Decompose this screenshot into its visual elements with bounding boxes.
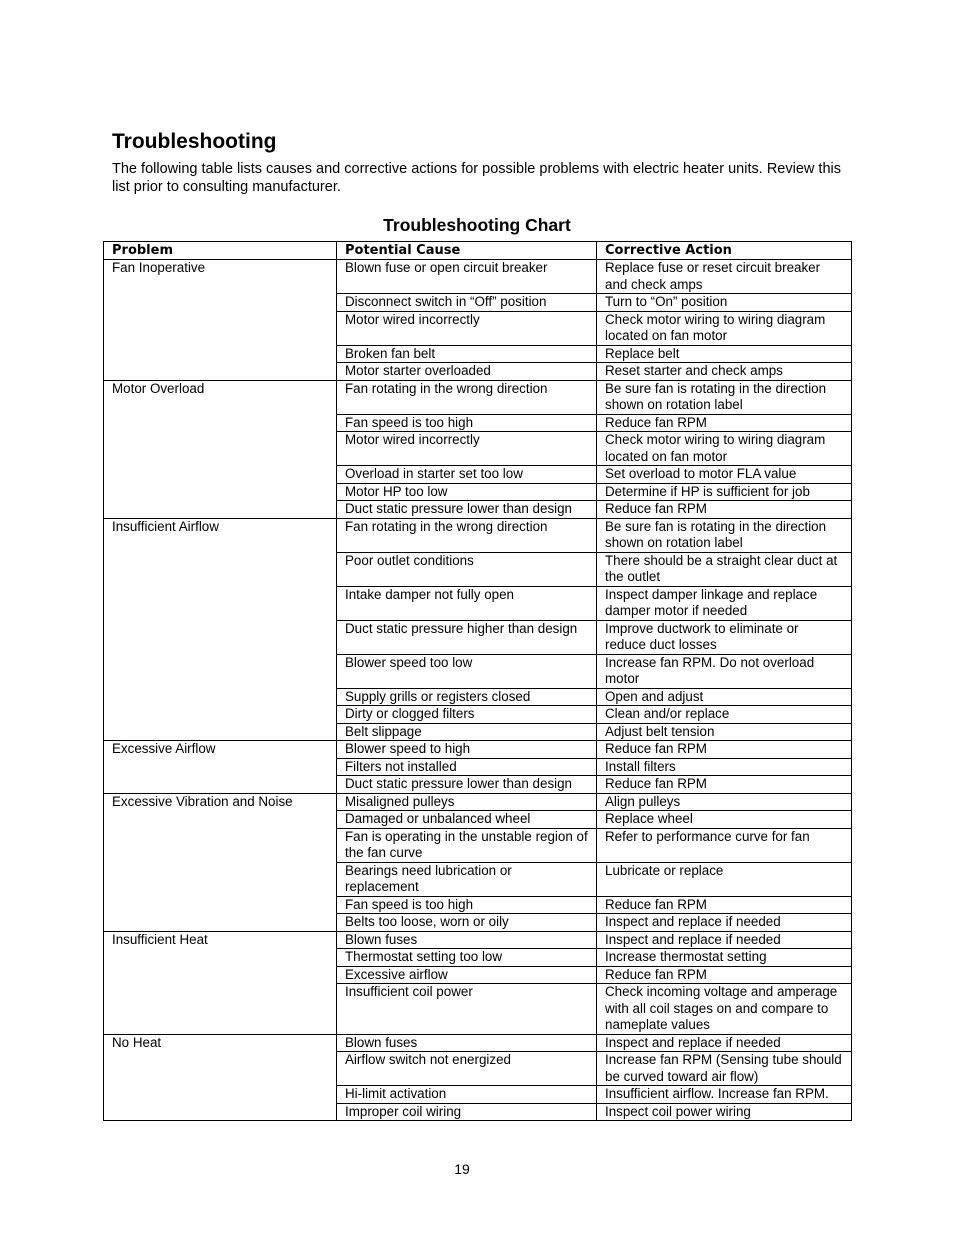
cause-cell: Excessive airflow <box>337 966 597 984</box>
table-header-row <box>104 242 852 260</box>
cause-cell: Bearings need lubrication or replacement <box>337 862 597 896</box>
cause-cell: Fan rotating in the wrong direction <box>337 380 597 414</box>
action-cell: Increase fan RPM (Sensing tube should be curved toward air flow) <box>597 1052 852 1086</box>
table-row <box>104 931 852 949</box>
problem-cell: Fan Inoperative <box>104 260 337 381</box>
action-cell: Check incoming voltage and amperage with all coil stages on and compare to nameplate values <box>597 984 852 1035</box>
cause-cell: Intake damper not fully open <box>337 586 597 620</box>
action-cell: Open and adjust <box>597 688 852 706</box>
cause-cell: Belt slippage <box>337 723 597 741</box>
action-cell: Reduce fan RPM <box>597 501 852 519</box>
cause-cell: Blower speed too low <box>337 654 597 688</box>
cause-cell: Hi-limit activation <box>337 1086 597 1104</box>
action-cell: Replace belt <box>597 345 852 363</box>
header-problem: Problem <box>104 242 337 260</box>
page-number: 19 <box>454 1161 470 1177</box>
table-row <box>104 380 852 414</box>
cause-cell: Improper coil wiring <box>337 1103 597 1121</box>
problem-cell: Insufficient Heat <box>104 931 337 1034</box>
cause-cell: Blown fuses <box>337 931 597 949</box>
action-cell: Reduce fan RPM <box>597 896 852 914</box>
table-row <box>104 1034 852 1052</box>
cause-cell: Motor starter overloaded <box>337 363 597 381</box>
cause-cell: Motor wired incorrectly <box>337 311 597 345</box>
problem-cell: Excessive Vibration and Noise <box>104 793 337 931</box>
action-cell: Check motor wiring to wiring diagram located on fan motor <box>597 432 852 466</box>
action-cell: Inspect and replace if needed <box>597 914 852 932</box>
cause-cell: Insufficient coil power <box>337 984 597 1035</box>
table-body <box>104 260 852 1121</box>
action-cell: Determine if HP is sufficient for job <box>597 483 852 501</box>
cause-cell: Fan speed is too high <box>337 414 597 432</box>
cause-cell: Disconnect switch in “Off” position <box>337 294 597 312</box>
cause-cell: Dirty or clogged filters <box>337 706 597 724</box>
cause-cell: Poor outlet conditions <box>337 552 597 586</box>
header-potential-cause: Potential Cause <box>337 242 597 260</box>
action-cell: Inspect and replace if needed <box>597 931 852 949</box>
action-cell: Install filters <box>597 758 852 776</box>
page-title: Troubleshooting <box>112 130 277 153</box>
action-cell: Be sure fan is rotating in the direction shown on rotation label <box>597 380 852 414</box>
cause-cell: Broken fan belt <box>337 345 597 363</box>
action-cell: Turn to “On” position <box>597 294 852 312</box>
action-cell: Increase fan RPM. Do not overload motor <box>597 654 852 688</box>
problem-cell: No Heat <box>104 1034 337 1121</box>
cause-cell: Filters not installed <box>337 758 597 776</box>
action-cell: Align pulleys <box>597 793 852 811</box>
problem-cell: Insufficient Airflow <box>104 518 337 741</box>
cause-cell: Misaligned pulleys <box>337 793 597 811</box>
cause-cell: Duct static pressure higher than design <box>337 620 597 654</box>
problem-cell: Motor Overload <box>104 380 337 518</box>
cause-cell: Blown fuse or open circuit breaker <box>337 260 597 294</box>
header-corrective-action: Corrective Action <box>597 242 852 260</box>
action-cell: Inspect damper linkage and replace damper motor if needed <box>597 586 852 620</box>
action-cell: Clean and/or replace <box>597 706 852 724</box>
action-cell: Inspect and replace if needed <box>597 1034 852 1052</box>
table-row <box>104 518 852 552</box>
cause-cell: Motor wired incorrectly <box>337 432 597 466</box>
cause-cell: Belts too loose, worn or oily <box>337 914 597 932</box>
action-cell: Lubricate or replace <box>597 862 852 896</box>
cause-cell: Overload in starter set too low <box>337 466 597 484</box>
action-cell: Replace wheel <box>597 811 852 829</box>
action-cell: Check motor wiring to wiring diagram located on fan motor <box>597 311 852 345</box>
troubleshooting-table <box>103 241 852 1121</box>
cause-cell: Fan rotating in the wrong direction <box>337 518 597 552</box>
cause-cell: Thermostat setting too low <box>337 949 597 967</box>
cause-cell: Fan speed is too high <box>337 896 597 914</box>
intro-paragraph: The following table lists causes and corrective actions for possible problems with electric heater units. Review this list prior to consulting manufacturer. <box>112 161 841 195</box>
table-row <box>104 741 852 759</box>
cause-cell: Supply grills or registers closed <box>337 688 597 706</box>
table-row <box>104 260 852 294</box>
action-cell: Replace fuse or reset circuit breaker and check amps <box>597 260 852 294</box>
action-cell: Set overload to motor FLA value <box>597 466 852 484</box>
action-cell: Inspect coil power wiring <box>597 1103 852 1121</box>
cause-cell: Blower speed to high <box>337 741 597 759</box>
cause-cell: Motor HP too low <box>337 483 597 501</box>
cause-cell: Fan is operating in the unstable region of the fan curve <box>337 828 597 862</box>
action-cell: There should be a straight clear duct at the outlet <box>597 552 852 586</box>
action-cell: Reduce fan RPM <box>597 741 852 759</box>
action-cell: Reset starter and check amps <box>597 363 852 381</box>
cause-cell: Blown fuses <box>337 1034 597 1052</box>
action-cell: Reduce fan RPM <box>597 776 852 794</box>
action-cell: Improve ductwork to eliminate or reduce duct losses <box>597 620 852 654</box>
chart-title: Troubleshooting Chart <box>383 215 571 235</box>
action-cell: Be sure fan is rotating in the direction shown on rotation label <box>597 518 852 552</box>
problem-cell: Excessive Airflow <box>104 741 337 794</box>
action-cell: Reduce fan RPM <box>597 414 852 432</box>
cause-cell: Duct static pressure lower than design <box>337 776 597 794</box>
action-cell: Reduce fan RPM <box>597 966 852 984</box>
action-cell: Refer to performance curve for fan <box>597 828 852 862</box>
table-row <box>104 793 852 811</box>
cause-cell: Damaged or unbalanced wheel <box>337 811 597 829</box>
action-cell: Insufficient airflow. Increase fan RPM. <box>597 1086 852 1104</box>
cause-cell: Duct static pressure lower than design <box>337 501 597 519</box>
action-cell: Increase thermostat setting <box>597 949 852 967</box>
cause-cell: Airflow switch not energized <box>337 1052 597 1086</box>
action-cell: Adjust belt tension <box>597 723 852 741</box>
